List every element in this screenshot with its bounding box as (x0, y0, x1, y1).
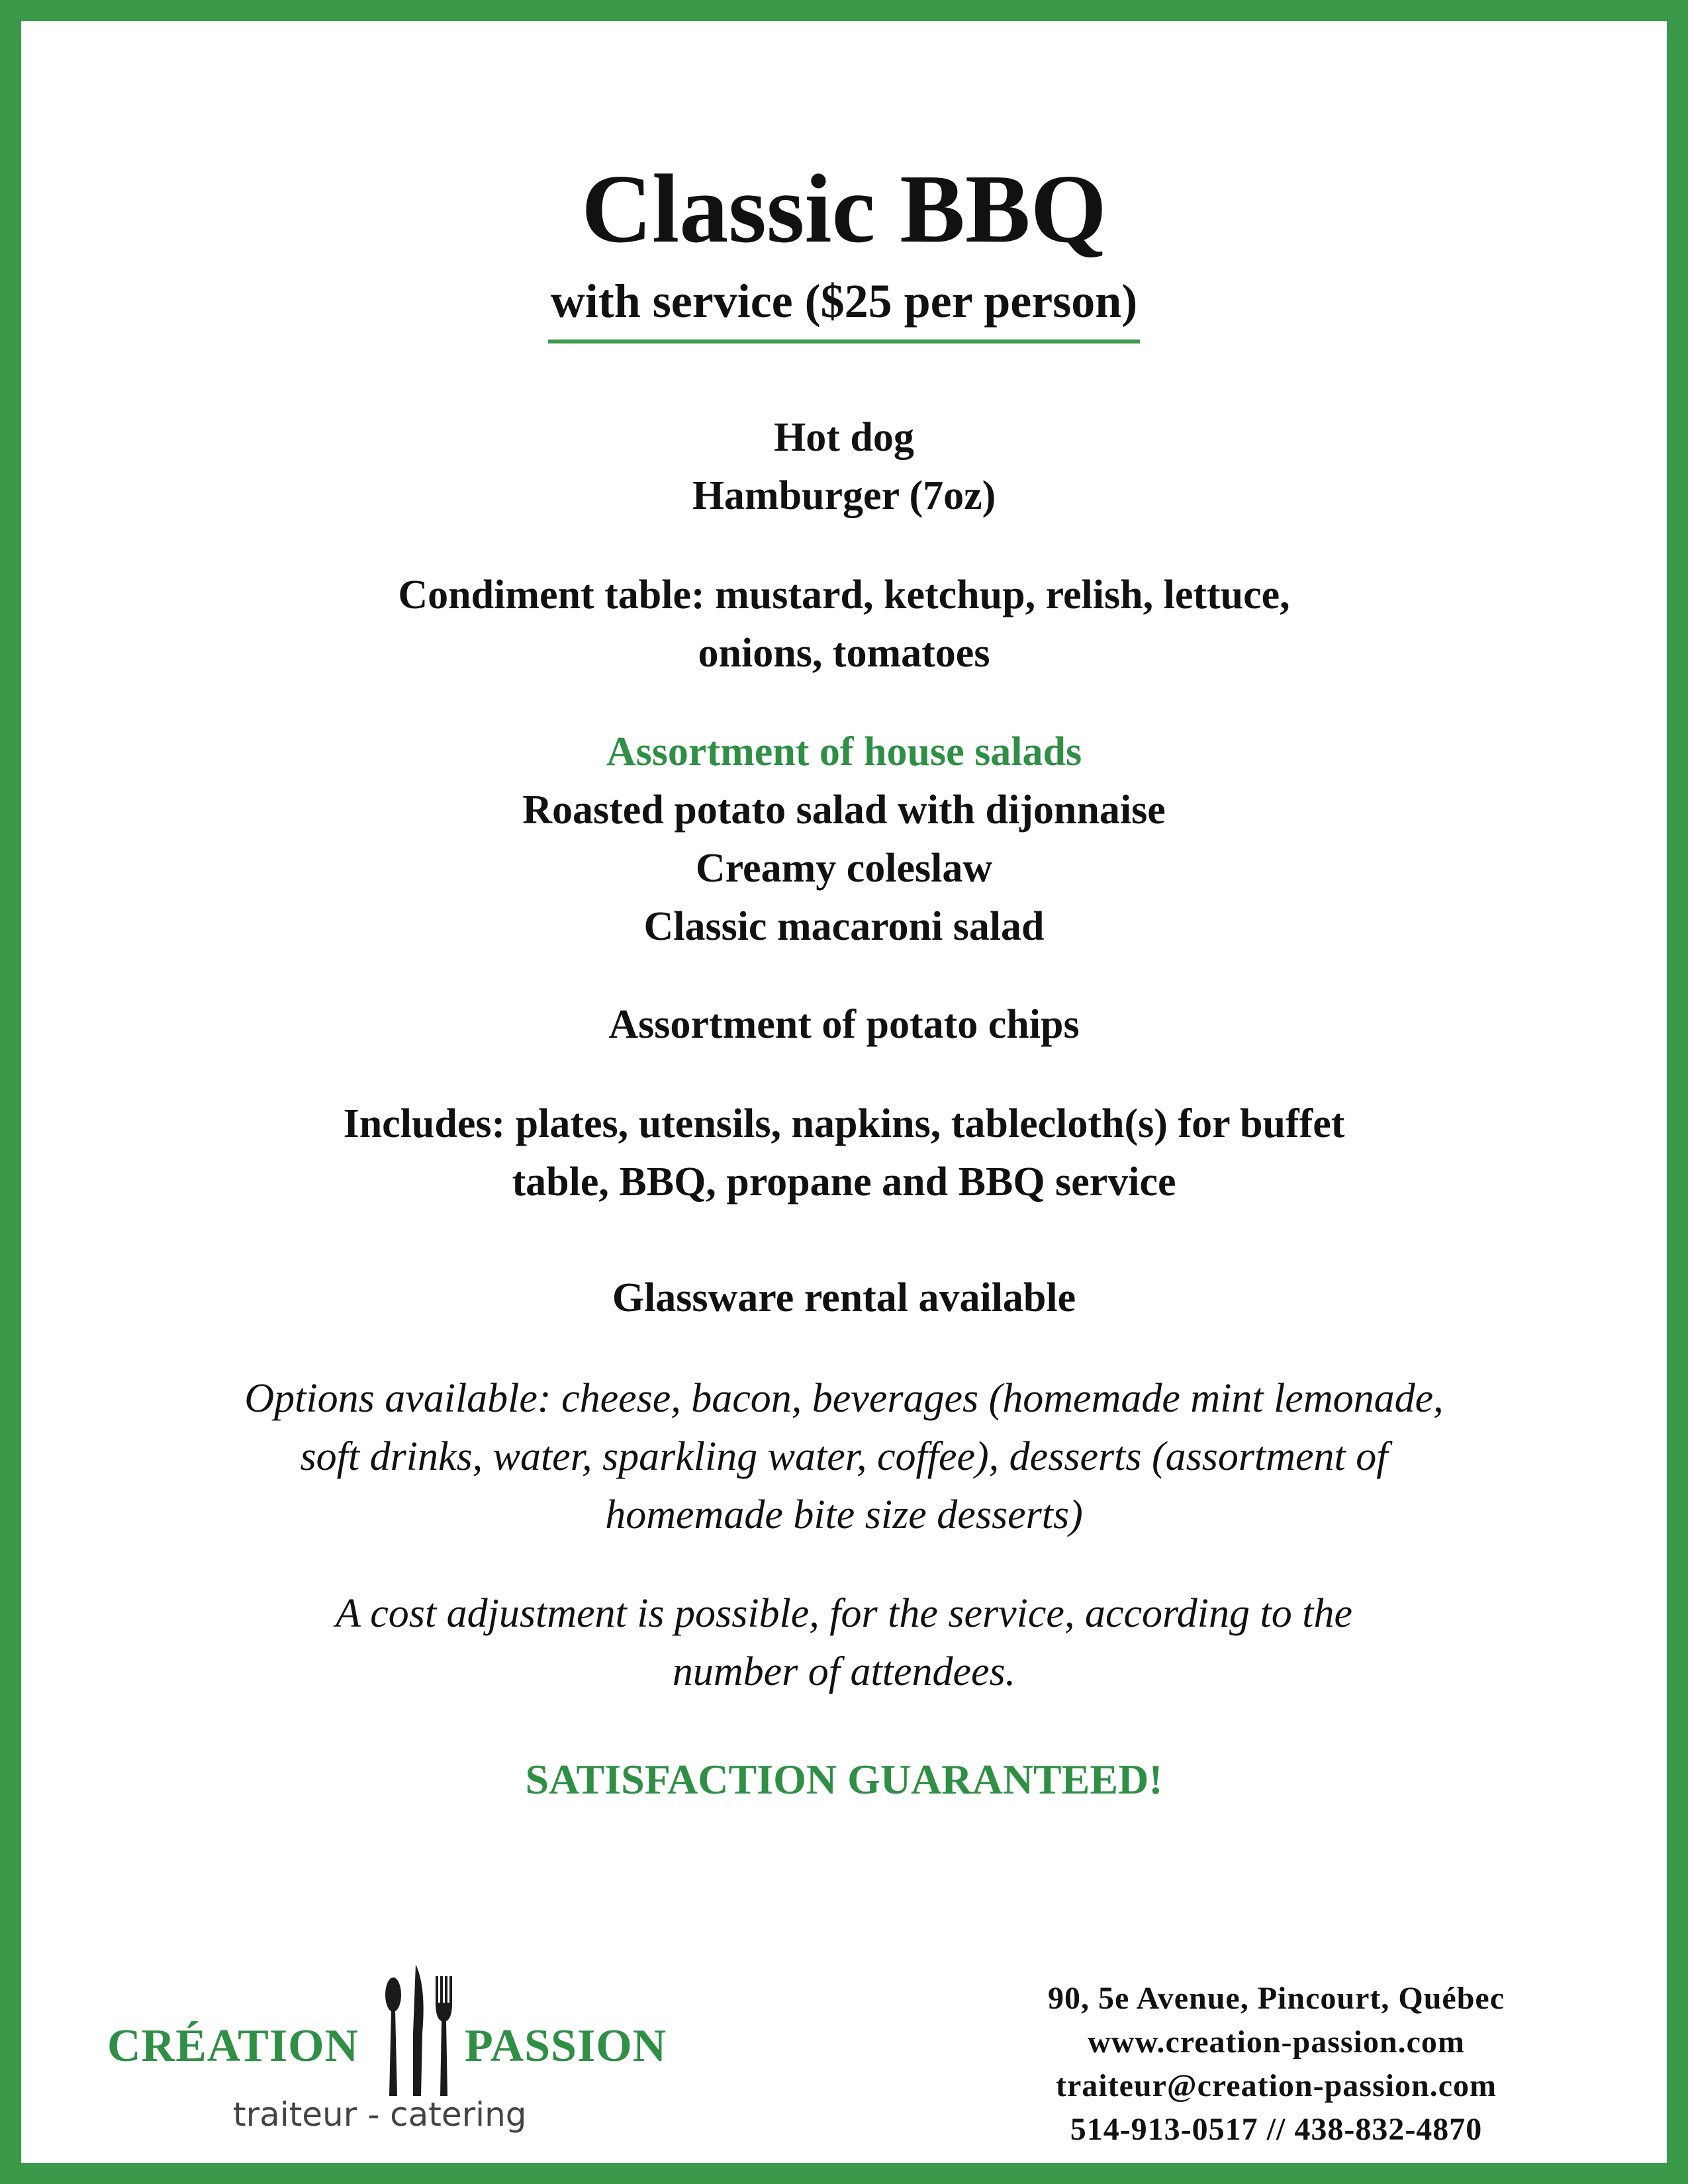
salads-section (21, 723, 1667, 956)
condiments-text (21, 566, 1667, 682)
contact-address: 90, 5e Avenue, Pincourt, Québec (1047, 1981, 1505, 2016)
glassware-line: Glassware rental available (612, 1275, 1076, 1320)
condiments-line: Condiment table: mustard, ketchup, relish, lettuce, (398, 572, 1290, 617)
chips-line: Assortment of potato chips (608, 1002, 1080, 1047)
logo-word-left: CRÉATION (107, 2021, 359, 2071)
logo-word-right: PASSION (465, 2021, 667, 2071)
company-logo (107, 1960, 690, 2146)
options-line: homemade bite size desserts) (605, 1492, 1083, 1537)
contact-email: traiteur@creation-passion.com (1056, 2068, 1497, 2103)
contact-phones: 514-913-0517 // 438-832-4870 (1070, 2112, 1483, 2147)
includes-line: table, BBQ, propane and BBQ service (512, 1160, 1176, 1205)
options-text (21, 1369, 1667, 1544)
cost-note-line: number of attendees. (672, 1649, 1016, 1694)
salad-item: Classic macaroni salad (643, 904, 1045, 949)
glassware-text (21, 1269, 1667, 1327)
includes-text (21, 1095, 1667, 1211)
cost-note-line: A cost adjustment is possible, for the service, according to the (335, 1591, 1352, 1636)
page-subtitle: with service ($25 per person) (548, 275, 1141, 343)
menu-item: Hot dog (774, 415, 914, 460)
menu-item: Hamburger (7oz) (692, 473, 996, 518)
condiments-line: onions, tomatoes (698, 631, 990, 676)
subtitle-container (21, 275, 1667, 343)
options-line: soft drinks, water, sparkling water, coffee), desserts (assortment of (300, 1434, 1388, 1479)
salad-item: Creamy coleslaw (695, 846, 993, 891)
salad-item: Roasted potato salad with dijonnaise (522, 788, 1166, 833)
mains-list (21, 408, 1667, 525)
salads-heading: Assortment of house salads (606, 729, 1082, 774)
chips-text (21, 995, 1667, 1054)
includes-line: Includes: plates, utensils, napkins, tablecloth(s) for buffet (343, 1101, 1345, 1146)
cost-note (21, 1584, 1667, 1701)
options-line: Options available: cheese, bacon, beverages (homemade mint lemonade, (244, 1376, 1444, 1421)
contact-website: www.creation-passion.com (1088, 2025, 1465, 2060)
page-title: Classic BBQ (581, 155, 1107, 263)
cutlery-icon (379, 1960, 458, 2099)
logo-tagline: traiteur - catering (233, 2095, 527, 2134)
guarantee-text: SATISFACTION GUARANTEED! (525, 1756, 1163, 1803)
contact-info (972, 1977, 1581, 2152)
